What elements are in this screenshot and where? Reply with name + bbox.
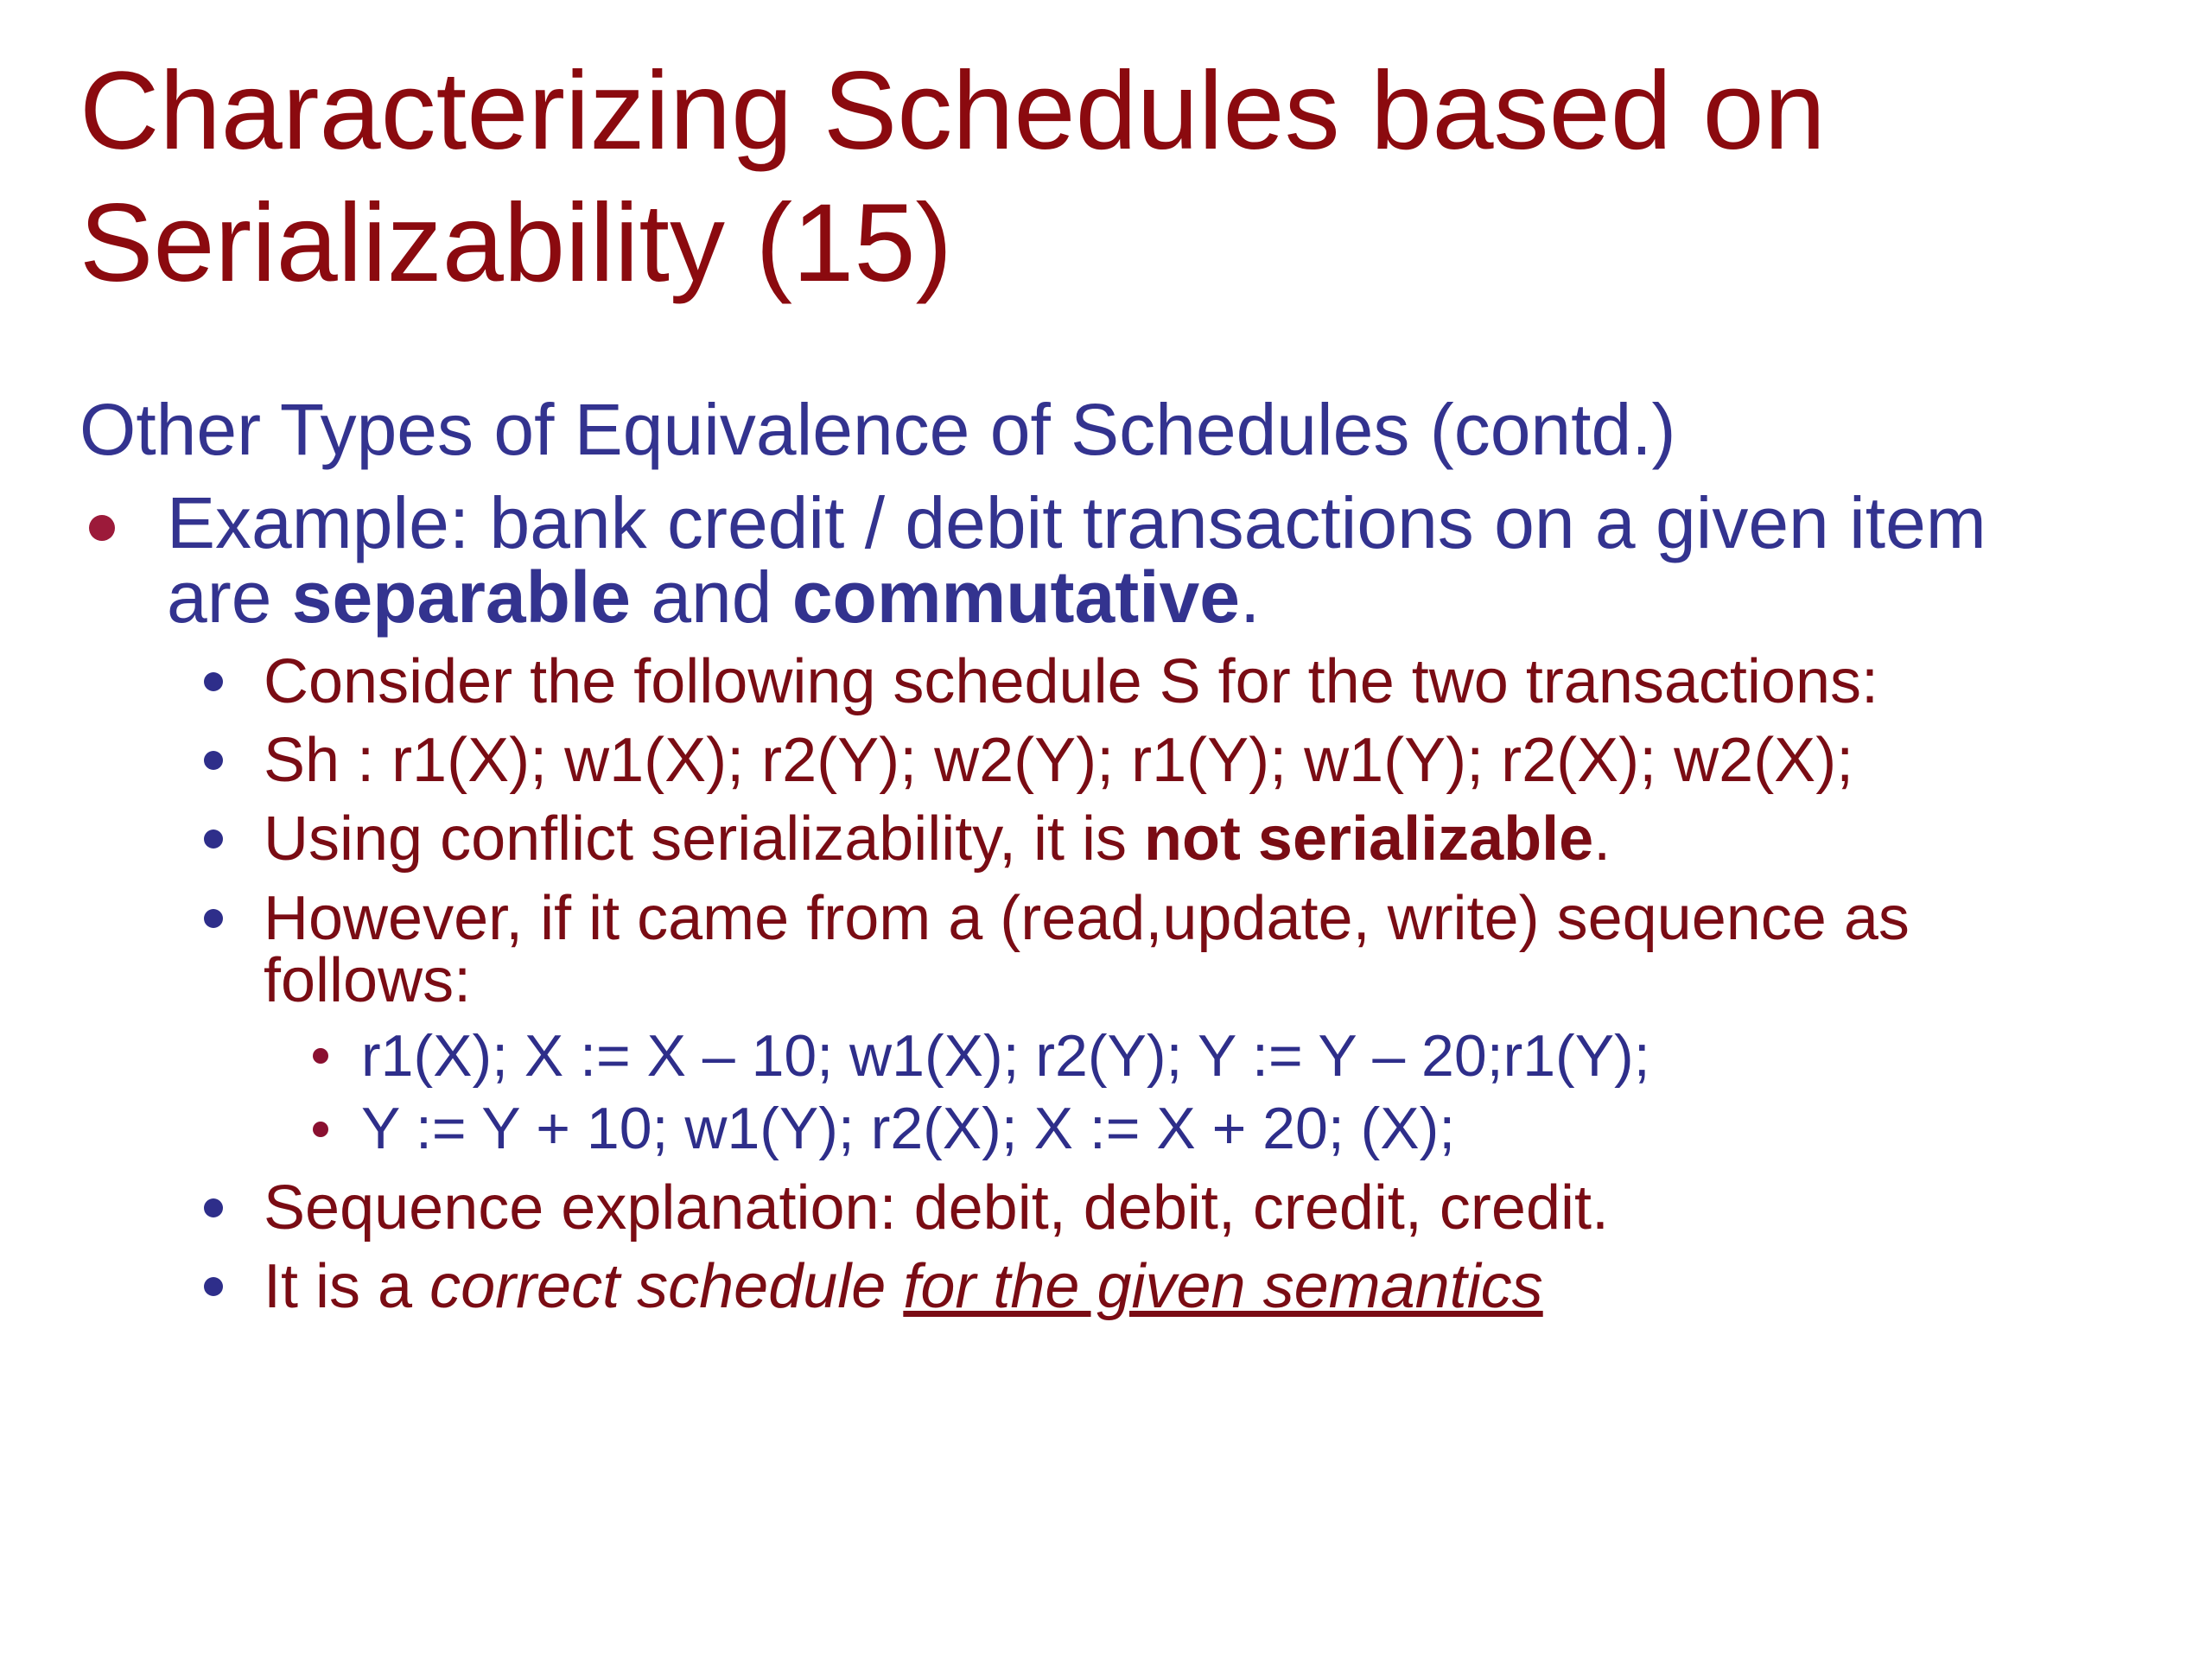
bullet-marker [313,1122,328,1137]
item-consider: Consider the following schedule S for the two transactions: [264,647,1879,716]
bullet-marker [204,1198,223,1217]
text-fragment: . [1593,804,1611,874]
bullet-example-line2 [167,556,1261,638]
bold-commutative: commutative [791,556,1240,638]
bold-separable: separable [291,556,631,638]
sequence-line-2: Y := Y + 10; w1(Y); r2(X); X := X + 20; (X); [361,1096,1456,1161]
bullet-marker [313,1048,328,1064]
italic-correct-schedule: correct schedule [429,1252,904,1321]
bullet-marker [89,515,115,541]
bullet-marker [204,751,223,770]
text-fragment: . [1239,556,1261,638]
underlined-given-semantics: for the given semantics [903,1252,1543,1321]
text-fragment: are [167,556,292,638]
item-however-line1: However, if it came from a (read,update, write) sequence as [264,884,1910,953]
bullet-marker [204,830,223,849]
section-heading: Other Types of Equivalence of Schedules (contd.) [79,389,1676,470]
item-however-line2: follows: [264,946,472,1015]
slide-title: Characterizing Schedules based on Serializability (15) [79,49,1826,305]
sequence-line-1: r1(X); X := X – 10; w1(X); r2(Y); Y := Y – 20;r1(Y); [361,1023,1650,1089]
bold-not-serializable: not serializable [1143,804,1594,874]
text-fragment: and [630,556,792,638]
item-correct-schedule [264,1252,1543,1321]
item-schedule-sh: Sh : r1(X); w1(X); r2(Y); w2(Y); r1(Y); w1(Y); r2(X); w2(X); [264,726,1854,795]
item-conflict-serializability [264,804,1611,874]
bullet-marker [204,672,223,691]
bullet-marker [204,909,223,928]
bullet-example-line1: Example: bank credit / debit transactions on a given item [167,482,1986,563]
item-sequence-explanation: Sequence explanation: debit, debit, credit, credit. [264,1173,1609,1243]
bullet-marker [204,1277,223,1296]
text-fragment: Using conflict serializability, it is [264,804,1144,874]
text-fragment: It is a [264,1252,430,1321]
